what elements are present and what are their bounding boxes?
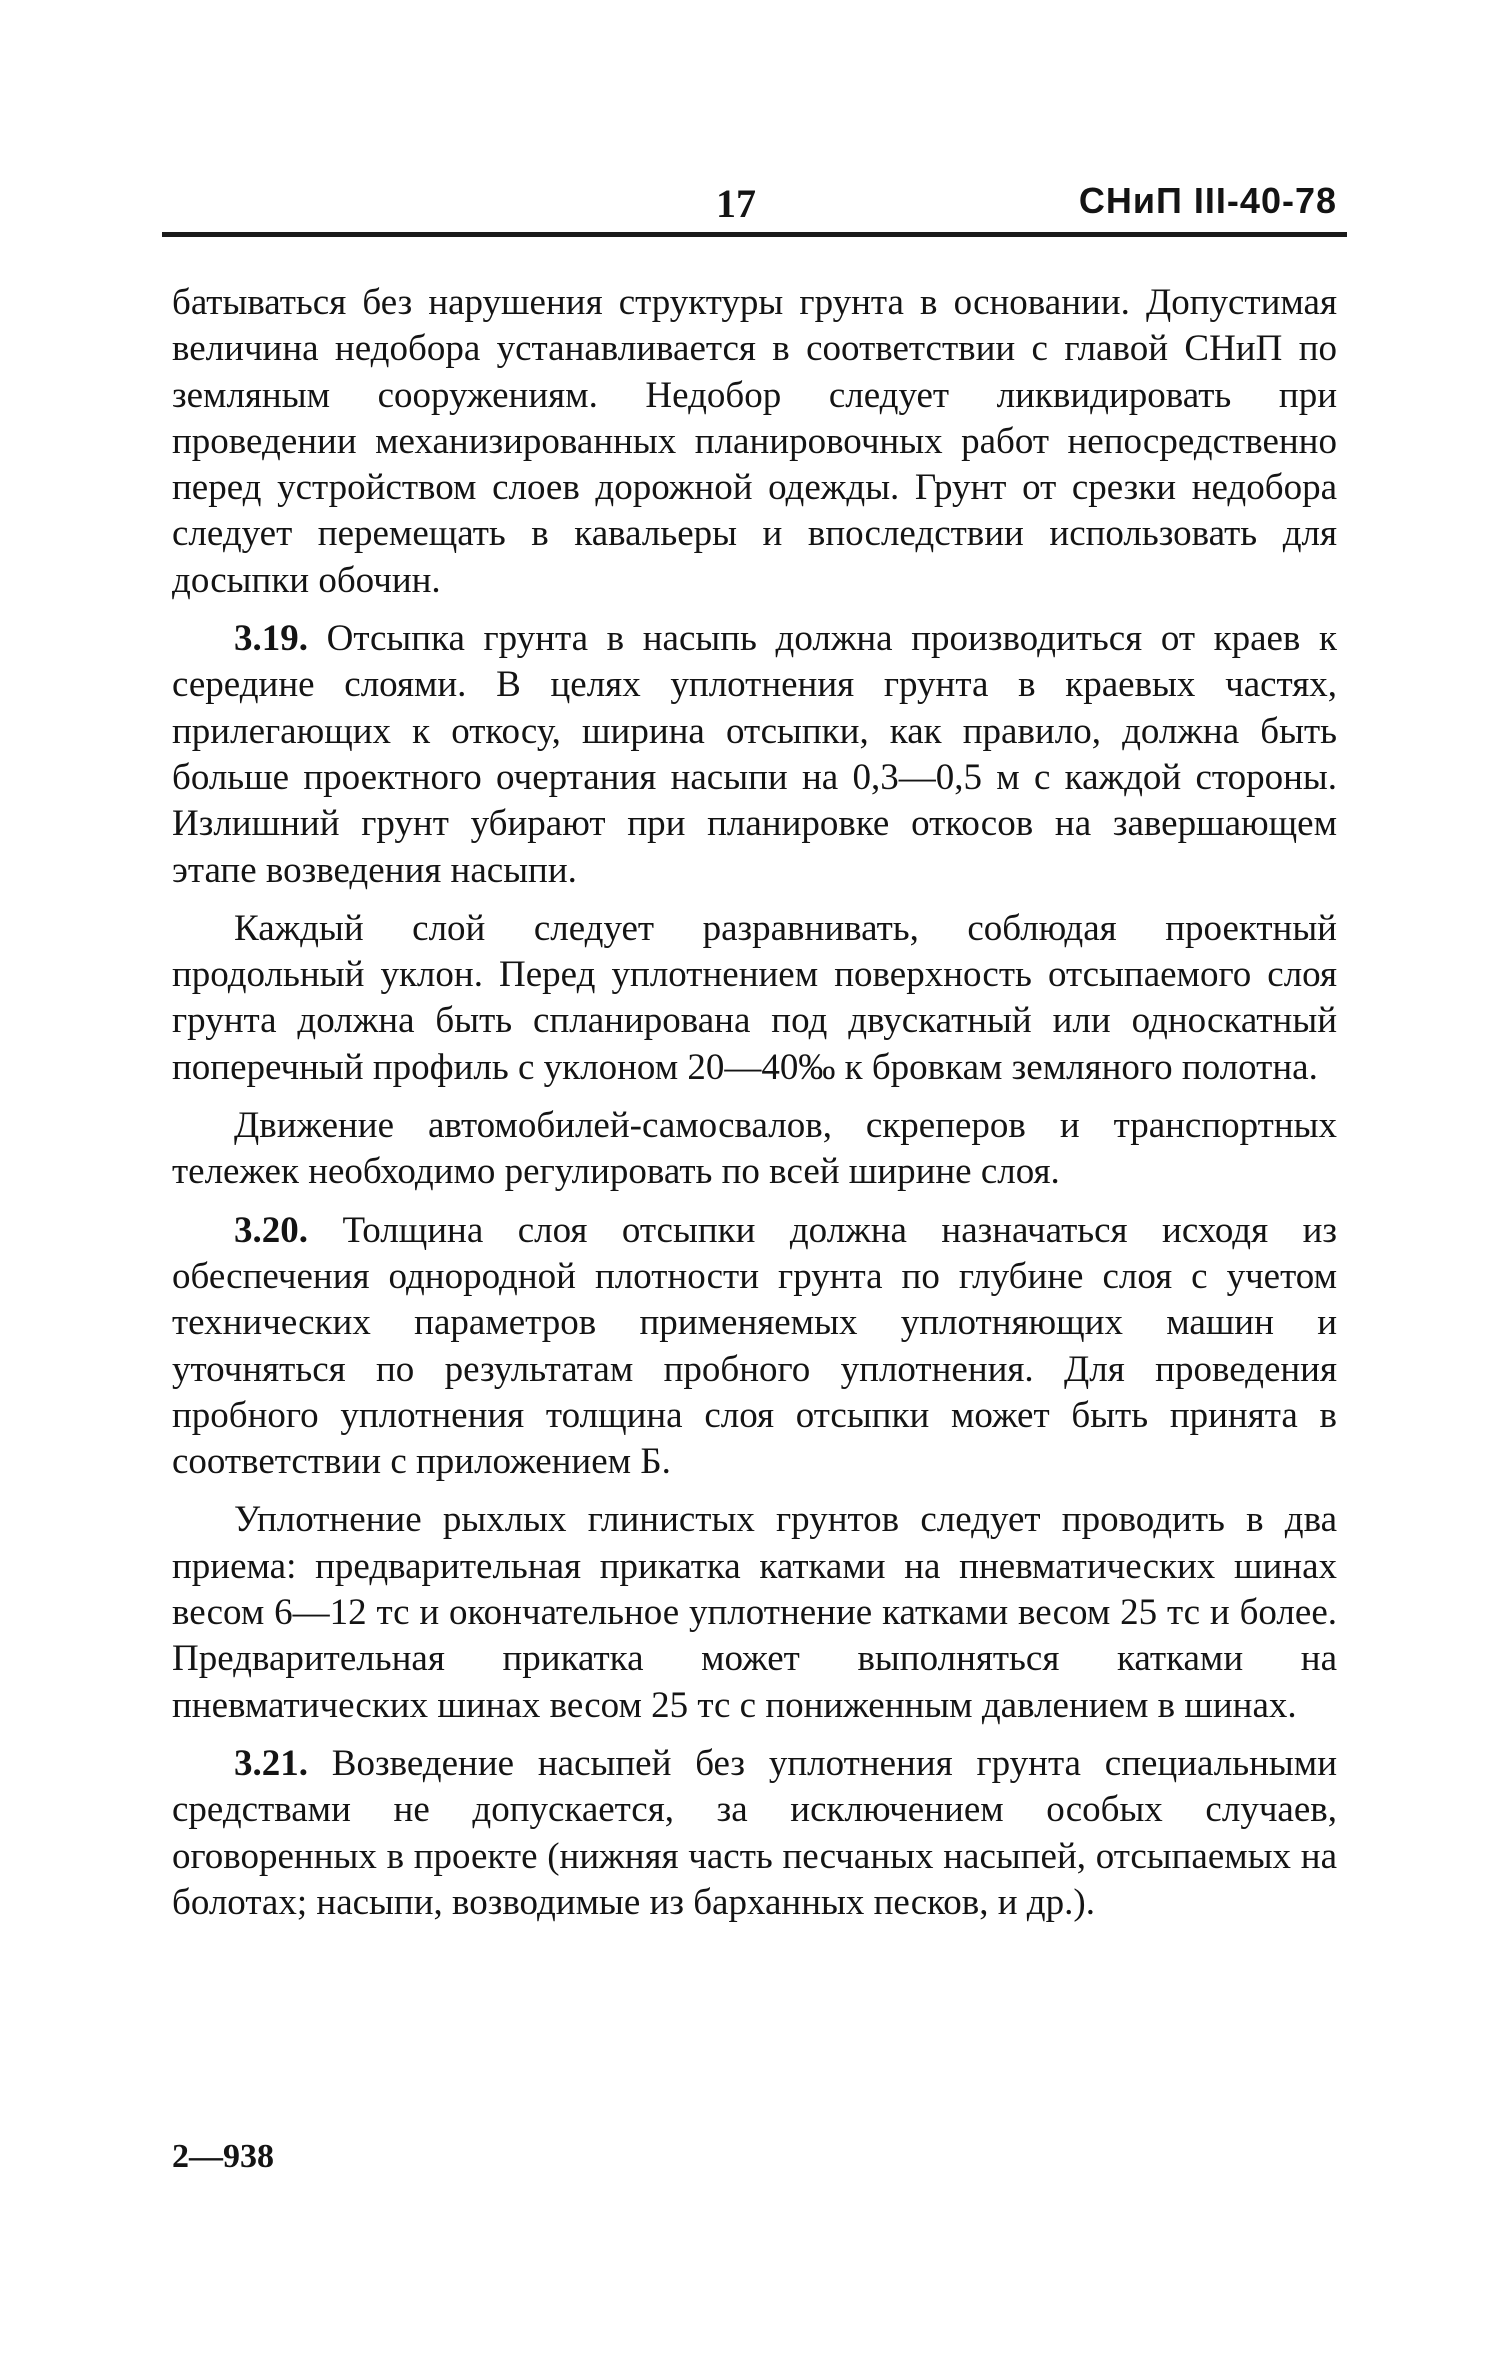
clause-number: 3.21. <box>234 1742 308 1784</box>
paragraph-text: Возведение насыпей без уплотнения грунта специальными средствами не допускается, за исключением особых случаев, оговоренных в проекте (нижняя часть песчаных насыпей, отсыпаемых на болотах; насыпи, возводимые из барханных песков, и др.). <box>172 1742 1337 1923</box>
paragraph: Уплотнение рыхлых глинистых грунтов следует проводить в два приема: предварительная прикатка катками на пневматических шинах весом 6—12 тс и окончательное уплотнение катками весом 25 тс и более. Предварительная прикатка может выполняться катками на пневматических шинах весом 25 тс с пониженным давлением в шинах. <box>172 1499 1337 1726</box>
header-rule <box>162 232 1347 237</box>
page-number: 17 <box>716 181 756 226</box>
page <box>172 170 1337 1923</box>
clause-number: 3.20. <box>234 1209 308 1251</box>
paragraph-3-21 <box>172 1741 1337 1926</box>
page-header <box>172 170 1337 226</box>
paragraph-3-20 <box>172 1208 1337 1486</box>
signature-mark: 2—938 <box>172 2138 274 2175</box>
clause-number: 3.19. <box>234 618 308 660</box>
paragraph: Движение автомобилей-самосвалов, скреперов и транспортных тележек необходимо регулировать по всей ширине слоя. <box>172 1105 1337 1193</box>
paragraph-text: Отсыпка грунта в насыпь должна производиться от краев к середине слоями. В целях уплотнения грунта в краевых частях, прилегающих к откосу, ширина отсыпки, как правило, должна быть больше проектного очертания насыпи на 0,3—0,5 м с каждой стороны. Излишний грунт убирают при планировке откосов на завершающем этапе возведения насыпи. <box>172 618 1337 891</box>
document-body <box>172 280 1337 1938</box>
paragraph: батываться без нарушения структуры грунта в основании. Допустимая величина недобора устанавливается в соответствии с главой СНиП по земляным сооружениям. Недобор следует ликвидировать при проведении механизированных планировочных работ непосредственно перед устройством слоев дорожной одежды. Грунт от срезки недобора следует перемещать в кавальеры и впоследствии использовать для досыпки обочин. <box>172 282 1337 601</box>
document-code: СНиП III-40-78 <box>1078 180 1337 221</box>
paragraph: Каждый слой следует разравнивать, соблюдая проектный продольный уклон. Перед уплотнением поверхность отсыпаемого слоя грунта должна быть спланирована под двускатный или односкатный поперечный профиль с уклоном 20—40‰ к бровкам земляного полотна. <box>172 907 1337 1088</box>
paragraph-3-19 <box>172 616 1337 894</box>
paragraph-text: Толщина слоя отсыпки должна назначаться исходя из обеспечения однородной плотности грунта по глубине слоя с учетом технических параметров применяемых уплотняющих машин и уточняться по результатам пробного уплотнения. Для проведения пробного уплотнения толщина слоя отсыпки может быть принята в соответствии с приложением Б. <box>172 1209 1337 1483</box>
